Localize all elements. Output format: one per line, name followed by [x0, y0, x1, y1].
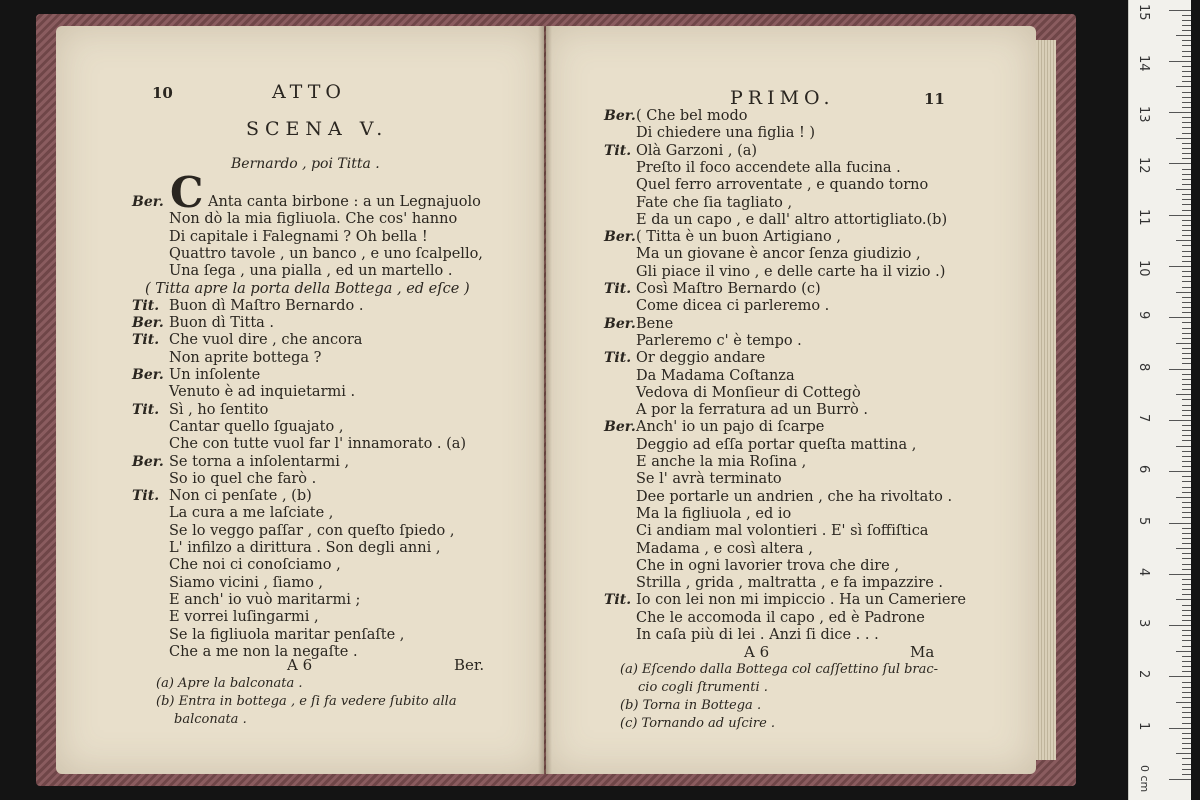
ruler-tick	[1182, 687, 1191, 688]
ruler-tick	[1182, 220, 1191, 221]
ruler-tick	[1169, 215, 1191, 216]
ruler-tick	[1182, 758, 1191, 759]
ruler-tick	[1182, 512, 1191, 513]
ruler-tick	[1182, 194, 1191, 195]
text-line: Se l' avrà terminato	[636, 471, 782, 488]
ruler-tick	[1182, 764, 1191, 765]
ruler-number: 1	[1136, 721, 1151, 730]
ruler-tick	[1182, 405, 1191, 406]
ruler-tick	[1182, 281, 1191, 282]
ruler-tick	[1182, 502, 1191, 503]
ruler-tick	[1182, 656, 1191, 657]
ruler-tick	[1182, 517, 1191, 518]
ruler-tick	[1182, 92, 1191, 93]
speaker-label: Tit.	[132, 297, 160, 314]
text-line: Quel ferro arroventate , e quando torno	[636, 177, 929, 194]
ruler-tick	[1182, 276, 1191, 277]
ruler-tick	[1182, 107, 1191, 108]
ruler-tick	[1182, 66, 1191, 67]
text-line: Madama , e così altera ,	[636, 540, 813, 557]
text-line: Di capitale i Falegnami ? Oh bella !	[169, 228, 428, 245]
ruler-tick	[1169, 523, 1191, 524]
scene-characters: Bernardo , poi Titta .	[231, 156, 380, 172]
ruler-tick	[1182, 476, 1191, 477]
text-line: In caſa più di lei . Anzi ſi dice . . .	[636, 627, 879, 643]
ruler-tick	[1182, 287, 1191, 288]
ruler-tick	[1176, 753, 1191, 754]
ruler-tick	[1182, 333, 1191, 334]
text-line: Gli piace il vino , e delle carte ha il vizio .)	[636, 263, 946, 280]
ruler-tick	[1182, 620, 1191, 621]
ruler-tick	[1182, 338, 1191, 339]
ruler-tick	[1182, 133, 1191, 134]
ruler-tick	[1182, 245, 1191, 246]
ruler-tick	[1182, 97, 1191, 98]
text-line: Di chiedere una figlia ! )	[636, 125, 816, 142]
text-line: Se lo veggo paſſar , con queſto ſpiedo ,	[169, 522, 455, 539]
text-line: Siamo vicini , ſiamo ,	[169, 574, 324, 591]
ruler-tick	[1169, 266, 1191, 267]
speaker-label: Tit.	[604, 592, 632, 609]
text-line: Fate che ſia tagliato ,	[636, 194, 793, 211]
ruler-tick	[1169, 61, 1191, 62]
ruler-tick	[1182, 76, 1191, 77]
ruler-number: 12	[1136, 157, 1151, 174]
ruler-tick	[1182, 461, 1191, 462]
text-line: Quattro tavole , un banco , e uno ſcalpello,	[169, 245, 483, 262]
ruler-number: 13	[1136, 106, 1151, 123]
text-line: Io con lei non mi impiccio . Ha un Cameriere	[636, 592, 967, 609]
text-line: Se torna a inſolentarmi ,	[169, 453, 350, 470]
ruler-tick	[1182, 646, 1191, 647]
speaker-label: Tit.	[604, 350, 632, 367]
text-line: Dee portarle un andrien , che ha rivoltato .	[636, 488, 953, 505]
ruler-tick	[1182, 184, 1191, 185]
page-number: 10	[152, 84, 173, 102]
ruler-tick	[1182, 533, 1191, 534]
speaker-label: Ber.	[604, 108, 636, 124]
ruler-tick	[1182, 312, 1191, 313]
footnote: (b) Torna in Bottega .	[620, 698, 762, 713]
text-line: Non aprite bottega ?	[169, 349, 322, 366]
text-line: Non dò la mia figliuola. Che cos' hanno	[169, 211, 458, 228]
ruler-tick	[1182, 564, 1191, 565]
ruler-tick	[1182, 153, 1191, 154]
ruler-tick	[1182, 569, 1191, 570]
ruler-tick	[1182, 538, 1191, 539]
ruler-tick	[1182, 348, 1191, 349]
scene-title: SCENA V.	[246, 118, 389, 140]
ruler-tick	[1182, 743, 1191, 744]
ruler-tick	[1176, 86, 1191, 87]
ruler-tick	[1182, 374, 1191, 375]
ruler-tick	[1176, 394, 1191, 395]
ruler-number: 6	[1136, 465, 1151, 474]
ruler-tick	[1182, 81, 1191, 82]
ruler-tick	[1182, 425, 1191, 426]
ruler-number: 15	[1136, 3, 1151, 21]
ruler-tick	[1182, 15, 1191, 16]
text-line: Ma la figliuola , ed io	[636, 505, 792, 522]
ruler-tick	[1182, 615, 1191, 616]
signature-mark: A 6	[744, 643, 770, 661]
ruler-tick	[1182, 487, 1191, 488]
ruler-tick	[1182, 682, 1191, 683]
running-head: ATTO	[272, 81, 346, 103]
ruler-tick	[1182, 666, 1191, 667]
ruler-tick	[1182, 158, 1191, 159]
ruler-tick	[1182, 271, 1191, 272]
ruler-tick	[1176, 189, 1191, 190]
ruler-tick	[1182, 230, 1191, 231]
text-line: Che noi ci conoſciamo ,	[169, 557, 341, 574]
speaker-label: Ber.	[132, 453, 164, 470]
speaker-label: Ber.	[132, 194, 164, 210]
catchword: Ma	[910, 643, 935, 661]
ruler-tick	[1182, 671, 1191, 672]
text-line: Bene	[636, 315, 674, 332]
ruler-number: 11	[1136, 208, 1151, 226]
text-line: Come dicea ci parleremo .	[636, 298, 830, 315]
ruler-tick	[1182, 297, 1191, 298]
ruler-tick	[1182, 492, 1191, 493]
text-line: Vedova di Monſieur di Cottegò	[636, 384, 861, 401]
ruler-number: 3	[1136, 619, 1151, 628]
measuring-ruler	[1128, 0, 1191, 800]
text-line: Da Madama Coſtanza	[636, 367, 795, 384]
ruler-tick	[1182, 20, 1191, 21]
text-line: ( Titta apre la porta della Bottega , ed eſce )	[145, 280, 470, 297]
ruler-tick	[1182, 451, 1191, 452]
ruler-tick	[1182, 415, 1191, 416]
footnote: (a) Eſcendo dalla Bottega col caſſettino ſul brac-	[620, 662, 939, 677]
ruler-number: 4	[1136, 567, 1151, 577]
ruler-tick	[1169, 420, 1191, 421]
ruler-tick	[1182, 610, 1191, 611]
ruler-tick	[1176, 497, 1191, 498]
ruler-tick	[1182, 692, 1191, 693]
ruler-tick	[1176, 138, 1191, 139]
text-line: Che con tutte vuol far l' innamorato . (a)	[169, 436, 467, 453]
text-line: Che in ogni lavorier trova che dire ,	[636, 557, 899, 574]
ruler-tick	[1182, 717, 1191, 718]
text-line: Una ſega , una pialla , ed un martello .	[169, 263, 453, 280]
ruler-tick	[1182, 738, 1191, 739]
ruler-tick	[1182, 466, 1191, 467]
ruler-tick	[1182, 51, 1191, 52]
ruler-tick	[1176, 702, 1191, 703]
ruler-tick	[1182, 363, 1191, 364]
text-line: ( Titta è un buon Artigiano ,	[636, 229, 841, 246]
text-line: ( Che bel modo	[636, 108, 748, 124]
ruler-tick	[1182, 440, 1191, 441]
ruler-tick	[1182, 56, 1191, 57]
ruler-tick	[1176, 446, 1191, 447]
catchword: Ber.	[454, 656, 485, 674]
ruler-tick	[1169, 369, 1191, 370]
ruler-tick	[1182, 40, 1191, 41]
ruler-number: 5	[1136, 516, 1151, 525]
ruler-tick	[1182, 251, 1191, 252]
ruler-tick	[1182, 558, 1191, 559]
text-line: Olà Garzoni , (a)	[636, 142, 758, 159]
book-gutter	[538, 26, 552, 774]
text-line: Deggio ad eſſa portar queſta mattina ,	[636, 436, 917, 453]
ruler-tick	[1182, 661, 1191, 662]
ruler-number: 8	[1136, 362, 1151, 371]
ruler-tick	[1182, 127, 1191, 128]
text-line: La cura a me laſciate ,	[169, 505, 334, 522]
ruler-tick	[1176, 35, 1191, 36]
drop-cap: C	[170, 168, 204, 217]
text-line: Buon dì Titta .	[169, 315, 275, 332]
text-line: Anta canta birbone : a un Legnajuolo	[208, 194, 481, 210]
ruler-tick	[1182, 748, 1191, 749]
ruler-tick	[1182, 117, 1191, 118]
ruler-number: 10	[1136, 260, 1151, 277]
ruler-tick	[1176, 599, 1191, 600]
ruler-tick	[1182, 379, 1191, 380]
ruler-tick	[1182, 102, 1191, 103]
ruler-tick	[1182, 630, 1191, 631]
text-line: Un inſolente	[169, 367, 261, 383]
text-line: Non ci penſate , (b)	[169, 488, 312, 505]
ruler-tick	[1182, 605, 1191, 606]
footnote: (c) Tornando ad uſcire .	[620, 716, 776, 731]
ruler-tick	[1182, 579, 1191, 580]
text-line: Così Maſtro Bernardo (c)	[636, 281, 821, 297]
text-line: Che a me non la negaſte .	[169, 643, 358, 660]
ruler-tick	[1182, 507, 1191, 508]
text-line: Se la figliuola maritar penſaſte ,	[169, 626, 405, 643]
page-number: 11	[924, 90, 945, 108]
ruler-tick	[1176, 343, 1191, 344]
text-line: Or deggio andare	[636, 350, 766, 367]
ruler-tick	[1182, 435, 1191, 436]
text-line: Anch' io un pajo di ſcarpe	[636, 419, 825, 436]
ruler-tick	[1169, 471, 1191, 472]
ruler-tick	[1182, 25, 1191, 26]
ruler-number: 2	[1136, 670, 1151, 679]
ruler-tick	[1182, 456, 1191, 457]
ruler-tick	[1176, 651, 1191, 652]
ruler-tick	[1169, 163, 1191, 164]
ruler-tick	[1182, 307, 1191, 308]
ruler-tick	[1169, 676, 1191, 677]
ruler-tick	[1182, 225, 1191, 226]
speaker-label: Tit.	[132, 488, 160, 505]
ruler-tick	[1182, 384, 1191, 385]
ruler-tick	[1182, 353, 1191, 354]
speaker-label: Tit.	[604, 281, 632, 297]
ruler-tick	[1182, 723, 1191, 724]
ruler-tick	[1182, 328, 1191, 329]
ruler-tick	[1182, 528, 1191, 529]
speaker-label: Tit.	[604, 142, 632, 159]
ruler-tick	[1182, 143, 1191, 144]
text-line: L' infilzo a dirittura . Son degli anni ,	[169, 540, 441, 556]
ruler-tick	[1182, 707, 1191, 708]
footnote: cio cogli ſtrumenti .	[638, 680, 768, 695]
running-head: PRIMO.	[730, 87, 835, 109]
ruler-tick	[1182, 543, 1191, 544]
ruler-tick	[1182, 774, 1191, 775]
speaker-label: Tit.	[132, 332, 160, 349]
ruler-tick	[1182, 635, 1191, 636]
ruler-tick	[1182, 584, 1191, 585]
ruler-tick	[1169, 625, 1191, 626]
text-line: Preſto il foco accendete alla fucina .	[636, 159, 901, 176]
ruler-tick	[1182, 174, 1191, 175]
ruler-tick	[1182, 430, 1191, 431]
ruler-tick	[1182, 204, 1191, 205]
text-line: A por la ferratura ad un Burrò .	[636, 402, 868, 419]
ruler-tick	[1182, 302, 1191, 303]
text-line: Buon dì Maſtro Bernardo .	[169, 297, 364, 314]
ruler-tick	[1182, 235, 1191, 236]
speaker-label: Tit.	[132, 401, 160, 418]
ruler-tick	[1169, 728, 1191, 729]
text-line: E da un capo , e dall' altro attortigliato.(b)	[636, 211, 948, 228]
ruler-tick	[1182, 358, 1191, 359]
text-line: E anche la mia Roſina ,	[636, 454, 807, 470]
ruler-tick	[1182, 71, 1191, 72]
text-line: E vorrei luſingarmi ,	[169, 609, 319, 626]
ruler-tick	[1182, 697, 1191, 698]
ruler-tick	[1182, 199, 1191, 200]
footnote: balconata .	[174, 712, 247, 727]
ruler-tick	[1182, 256, 1191, 257]
ruler-tick	[1182, 148, 1191, 149]
ruler-tick	[1182, 712, 1191, 713]
ruler-tick	[1182, 399, 1191, 400]
ruler-tick	[1169, 779, 1191, 780]
text-line: E anch' io vuò maritarmi ;	[169, 591, 361, 608]
text-line: Sì , ho ſentito	[169, 401, 269, 418]
footnote: (b) Entra in bottega , e ſi fa vedere ſubito alla	[156, 694, 457, 709]
text-line: Parleremo c' è tempo .	[636, 332, 802, 349]
ruler-tick	[1176, 240, 1191, 241]
ruler-tick	[1182, 389, 1191, 390]
ruler-unit-label: 0 cm	[1138, 765, 1151, 793]
text-line: Strilla , grida , maltratta , e fa impazzire .	[636, 575, 944, 592]
ruler-tick	[1182, 210, 1191, 211]
signature-mark: A 6	[287, 656, 313, 674]
ruler-tick	[1182, 122, 1191, 123]
ruler-tick	[1169, 10, 1191, 11]
ruler-tick	[1182, 733, 1191, 734]
text-line: Che vuol dire , che ancora	[169, 332, 363, 349]
ruler-tick	[1182, 169, 1191, 170]
right-page	[546, 26, 1036, 774]
text-line: So io quel che farò .	[169, 470, 317, 487]
speaker-label: Ber.	[132, 315, 164, 332]
ruler-number: 14	[1136, 54, 1151, 72]
text-line: Venuto è ad inquietarmi .	[169, 384, 356, 401]
footnote: (a) Apre la balconata .	[156, 676, 303, 691]
ruler-tick	[1182, 589, 1191, 590]
speaker-label: Ber.	[604, 419, 636, 436]
ruler-tick	[1182, 261, 1191, 262]
ruler-tick	[1169, 574, 1191, 575]
ruler-tick	[1182, 179, 1191, 180]
text-line: Cantar quello ſguajato ,	[169, 418, 344, 435]
ruler-tick	[1182, 553, 1191, 554]
ruler-tick	[1182, 594, 1191, 595]
ruler-tick	[1176, 548, 1191, 549]
ruler-tick	[1176, 292, 1191, 293]
left-page	[56, 26, 544, 774]
ruler-tick	[1169, 317, 1191, 318]
ruler-tick	[1182, 481, 1191, 482]
ruler-number: 7	[1136, 413, 1151, 423]
speaker-label: Ber.	[604, 229, 636, 246]
ruler-tick	[1182, 640, 1191, 641]
text-line: Che le accomoda il capo , ed è Padrone	[636, 609, 925, 626]
text-line: Ma un giovane è ancor ſenza giudizio ,	[636, 246, 921, 263]
ruler-number: 9	[1136, 311, 1151, 320]
speaker-label: Ber.	[132, 367, 164, 383]
ruler-tick	[1182, 322, 1191, 323]
ruler-tick	[1182, 410, 1191, 411]
ruler-tick	[1169, 112, 1191, 113]
ruler-tick	[1182, 30, 1191, 31]
text-line: Ci andiam mal volontieri . E' sì ſoffiſtica	[636, 523, 929, 540]
speaker-label: Ber.	[604, 315, 636, 332]
ruler-tick	[1182, 45, 1191, 46]
ruler-tick	[1182, 769, 1191, 770]
